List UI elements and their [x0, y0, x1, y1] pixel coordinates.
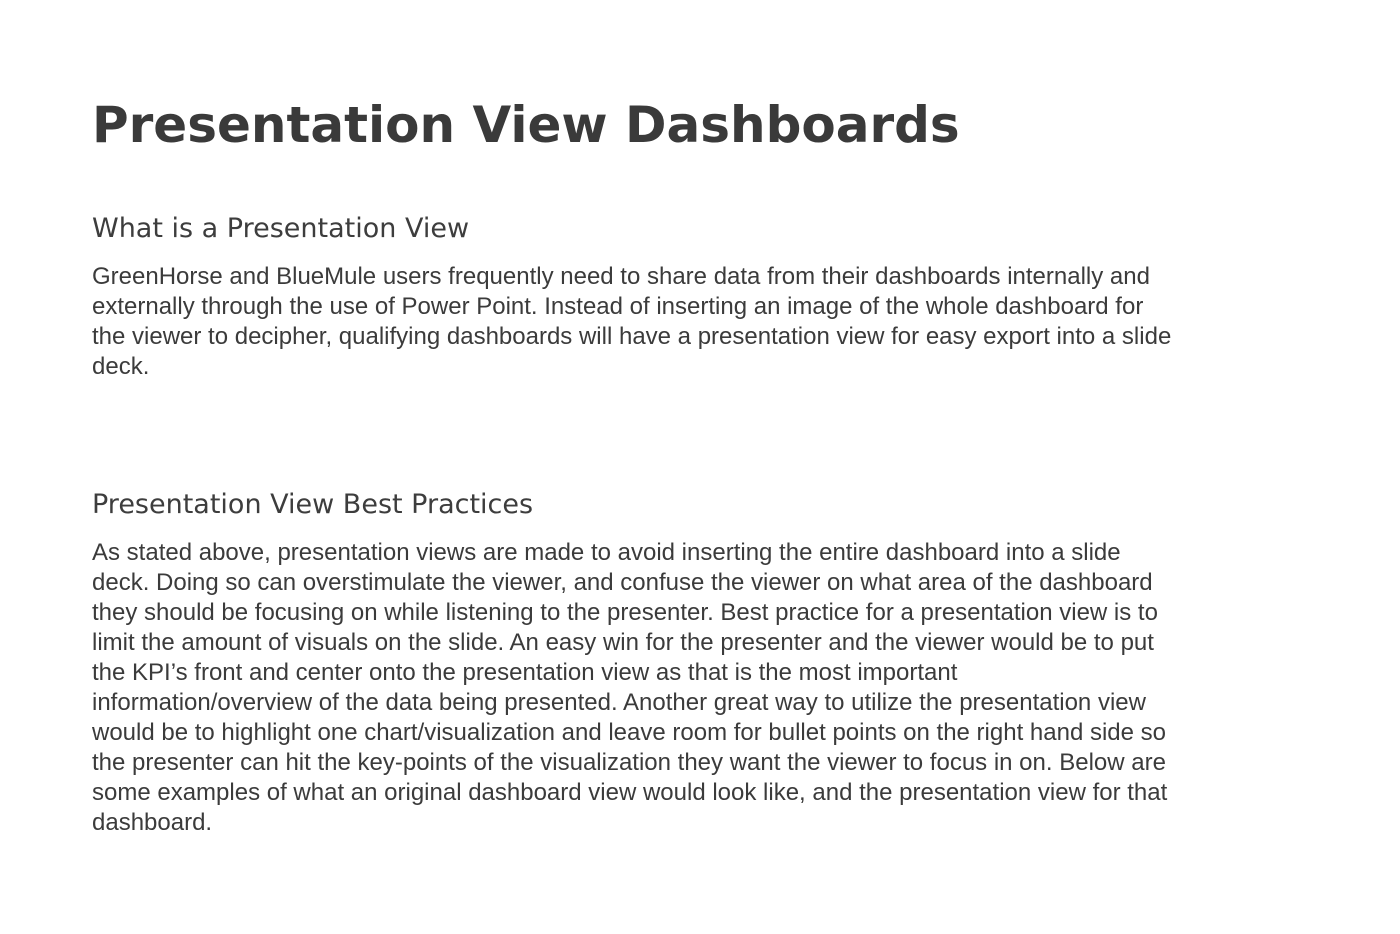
section-heading-best-practices: Presentation View Best Practices	[92, 489, 534, 520]
section-body-what-is: GreenHorse and BlueMule users frequently need to share data from their dashboards internally and externally through the use of Power Point. Instead of inserting an image of the whole dashboard for the viewer to decipher, qualifying dashboards will have a presentation view for easy export into a slide deck.	[92, 263, 1172, 380]
section-body-best-practices: As stated above, presentation views are made to avoid inserting the entire dashboard into a slide deck. Doing so can overstimulate the viewer, and confuse the viewer on what area of the dashboard they should be focusing on while listening to the presenter. Best practice for a presentation view is to limit the amount of visuals on the slide. An easy win for the presenter and the viewer would be to put the KPI’s front and center onto the presentation view as that is the most important information/overview of the data being presented. Another great way to utilize the presentation view would be to highlight one chart/visualization and leave room for bullet points on the right hand side so the presenter can hit the key-points of the visualization they want the viewer to focus in on. Below are some examples of what an original dashboard view would look like, and the presentation view for that dashboard.	[92, 539, 1168, 836]
page-title: Presentation View Dashboards	[92, 96, 960, 154]
section-heading-what-is: What is a Presentation View	[92, 213, 470, 244]
